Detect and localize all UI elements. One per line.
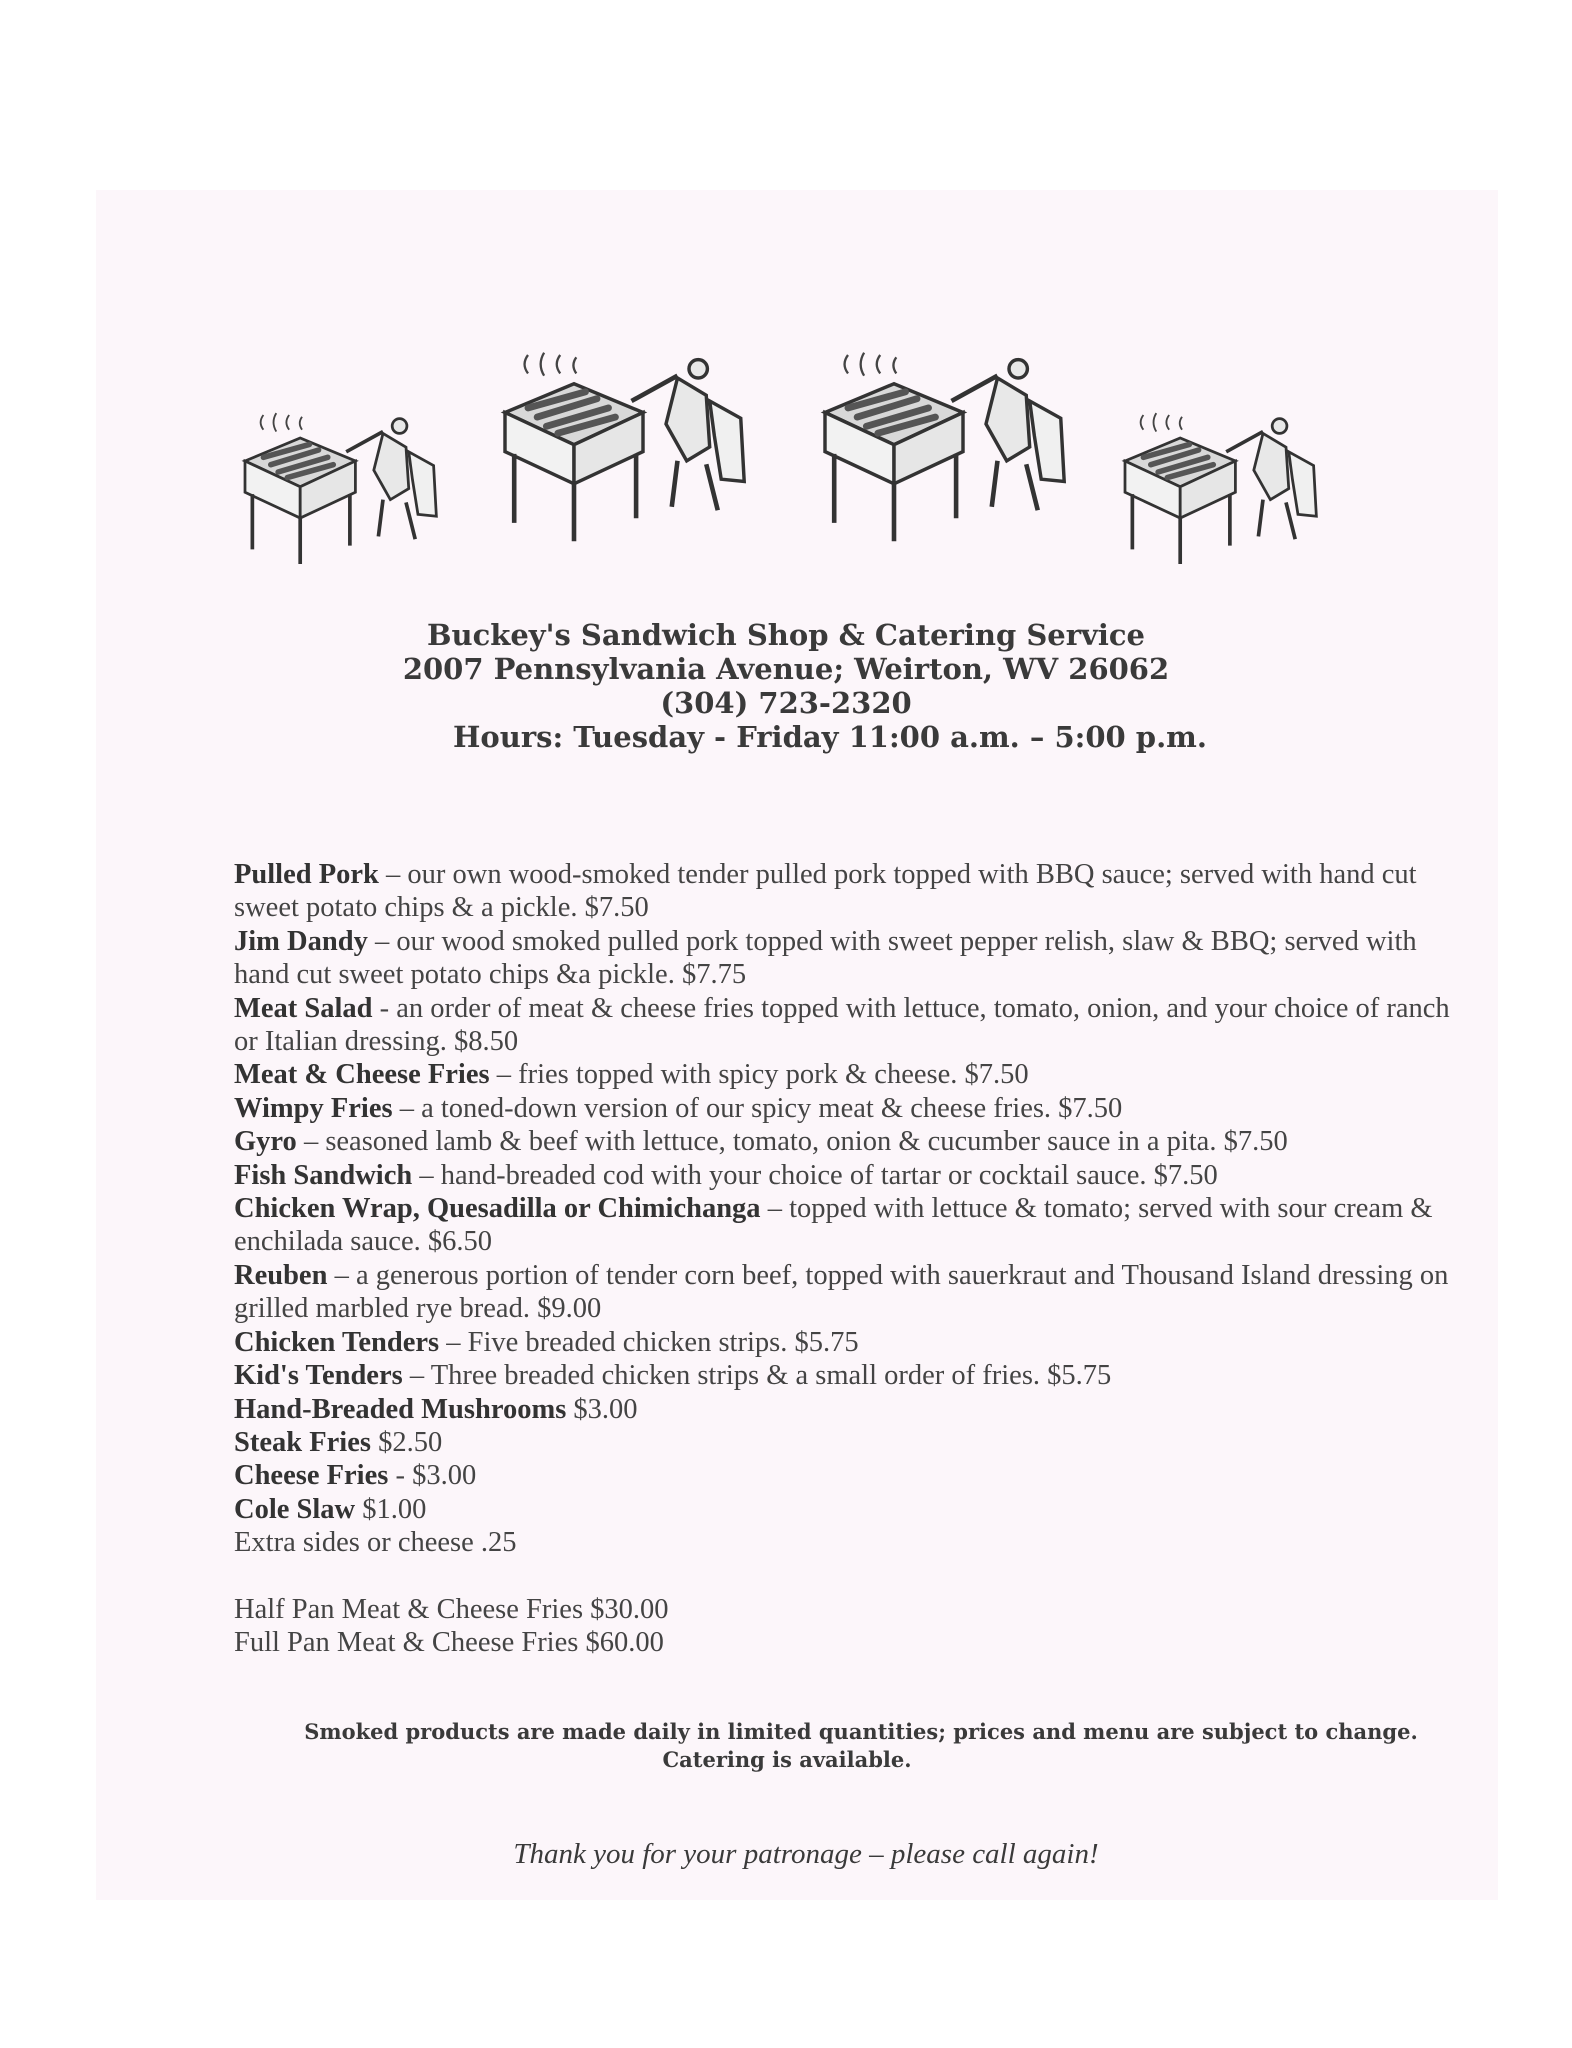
menu-item-desc: – seasoned lamb & beef with lettuce, tomato, onion & cucumber sauce in a pita. $7.50: [296, 1126, 1288, 1158]
menu-item: [234, 1326, 1474, 1359]
menu-item: [234, 1493, 1474, 1526]
menu-item-desc: – topped with lettuce & tomato; served with sour cream & enchilada sauce. $6.50: [234, 1193, 1433, 1258]
menu-item-name: Meat & Cheese Fries: [234, 1059, 490, 1091]
menu-item-name: Wimpy Fries: [234, 1092, 393, 1124]
menu-item-desc: $2.50: [370, 1426, 443, 1458]
thank-you-message: Thank you for your patronage – please call again!: [513, 1838, 1099, 1870]
menu-item-desc: – Five breaded chicken strips. $5.75: [439, 1326, 859, 1358]
menu-item-name: Chicken Tenders: [234, 1326, 440, 1358]
menu-item-name: Meat Salad: [234, 992, 373, 1024]
menu-item: [234, 1058, 1474, 1091]
menu-item: [234, 858, 1474, 925]
menu-item-desc: - $3.00: [388, 1460, 477, 1492]
menu-item: [234, 1159, 1474, 1192]
menu-item-desc: $1.00: [355, 1493, 427, 1525]
shop-phone: (304) 723-2320: [660, 686, 912, 720]
menu-notice: [0, 1718, 1572, 1774]
menu-item-name: Cheese Fries: [234, 1460, 389, 1492]
notice-line: Smoked products are made daily in limited quantities; prices and menu are subject to change.: [304, 1719, 1418, 1744]
shop-address: 2007 Pennsylvania Avenue; Weirton, WV 26062: [402, 652, 1170, 686]
menu-item-desc: – our own wood-smoked tender pulled pork topped with BBQ sauce; served with hand cut sweet potato chips & a pickle. $7.50: [234, 859, 1417, 924]
menu-item-desc: - an order of meat & cheese fries topped with lettuce, tomato, onion, and your choice of ranch or Italian dressing. $8.50: [234, 992, 1450, 1058]
menu-item: [234, 1092, 1474, 1125]
menu-item-name: Steak Fries: [234, 1426, 371, 1458]
catering-item: Full Pan Meat & Cheese Fries $60.00: [234, 1626, 664, 1658]
menu-item-name: Chicken Wrap, Quesadilla or Chimichanga: [234, 1193, 761, 1225]
menu-item-desc: – fries topped with spicy pork & cheese. $7.50: [489, 1059, 1029, 1091]
menu-item-desc: $3.00: [566, 1393, 638, 1425]
menu-list: [234, 858, 1474, 1659]
menu-item-name: Gyro: [234, 1126, 297, 1158]
menu-item: [234, 1359, 1474, 1392]
header-illustration: [235, 345, 1365, 585]
menu-item: [234, 1259, 1474, 1326]
menu-item-name: Kid's Tenders: [234, 1360, 403, 1392]
menu-item: [234, 1426, 1474, 1459]
menu-item-desc: – Three breaded chicken strips & a small order of fries. $5.75: [402, 1360, 1112, 1392]
menu-item: [234, 1526, 1474, 1559]
menu-item: [234, 1459, 1474, 1492]
notice-line: Catering is available.: [662, 1747, 912, 1772]
grill-and-cook-icon: [235, 345, 1365, 585]
spacer: [234, 1560, 1474, 1593]
menu-item-desc: – a toned-down version of our spicy meat & cheese fries. $7.50: [392, 1092, 1123, 1124]
menu-item: [234, 1125, 1474, 1158]
menu-item-name: Jim Dandy: [234, 925, 368, 957]
menu-item: [234, 992, 1474, 1059]
menu-item-desc: – a generous portion of tender corn beef, topped with sauerkraut and Thousand Island dressing on grilled marbled rye bread. $9.00: [234, 1259, 1449, 1325]
menu-item-name: Pulled Pork: [234, 859, 379, 890]
menu-item: [234, 1192, 1474, 1259]
shop-hours: Hours: Tuesday - Friday 11:00 a.m. – 5:00 p.m.: [453, 720, 1207, 754]
menu-item-name: Hand-Breaded Mushrooms: [234, 1393, 567, 1425]
menu-item-desc: – hand-breaded cod with your choice of tartar or cocktail sauce. $7.50: [412, 1159, 1218, 1191]
shop-name: Buckey's Sandwich Shop & Catering Service: [426, 618, 1145, 652]
menu-item: [234, 925, 1474, 992]
menu-item-name: Reuben: [234, 1259, 328, 1291]
menu-item-desc: – our wood smoked pulled pork topped with sweet pepper relish, slaw & BBQ; served with hand cut sweet potato chips &a pickle. $7.75: [234, 925, 1417, 991]
menu-item-name: Fish Sandwich: [234, 1159, 413, 1191]
catering-item: Half Pan Meat & Cheese Fries $30.00: [234, 1593, 669, 1625]
menu-item: [234, 1393, 1474, 1426]
menu-item-name: Cole Slaw: [234, 1493, 356, 1525]
shop-header: [0, 618, 1572, 754]
menu-item-desc: Extra sides or cheese .25: [234, 1527, 517, 1559]
